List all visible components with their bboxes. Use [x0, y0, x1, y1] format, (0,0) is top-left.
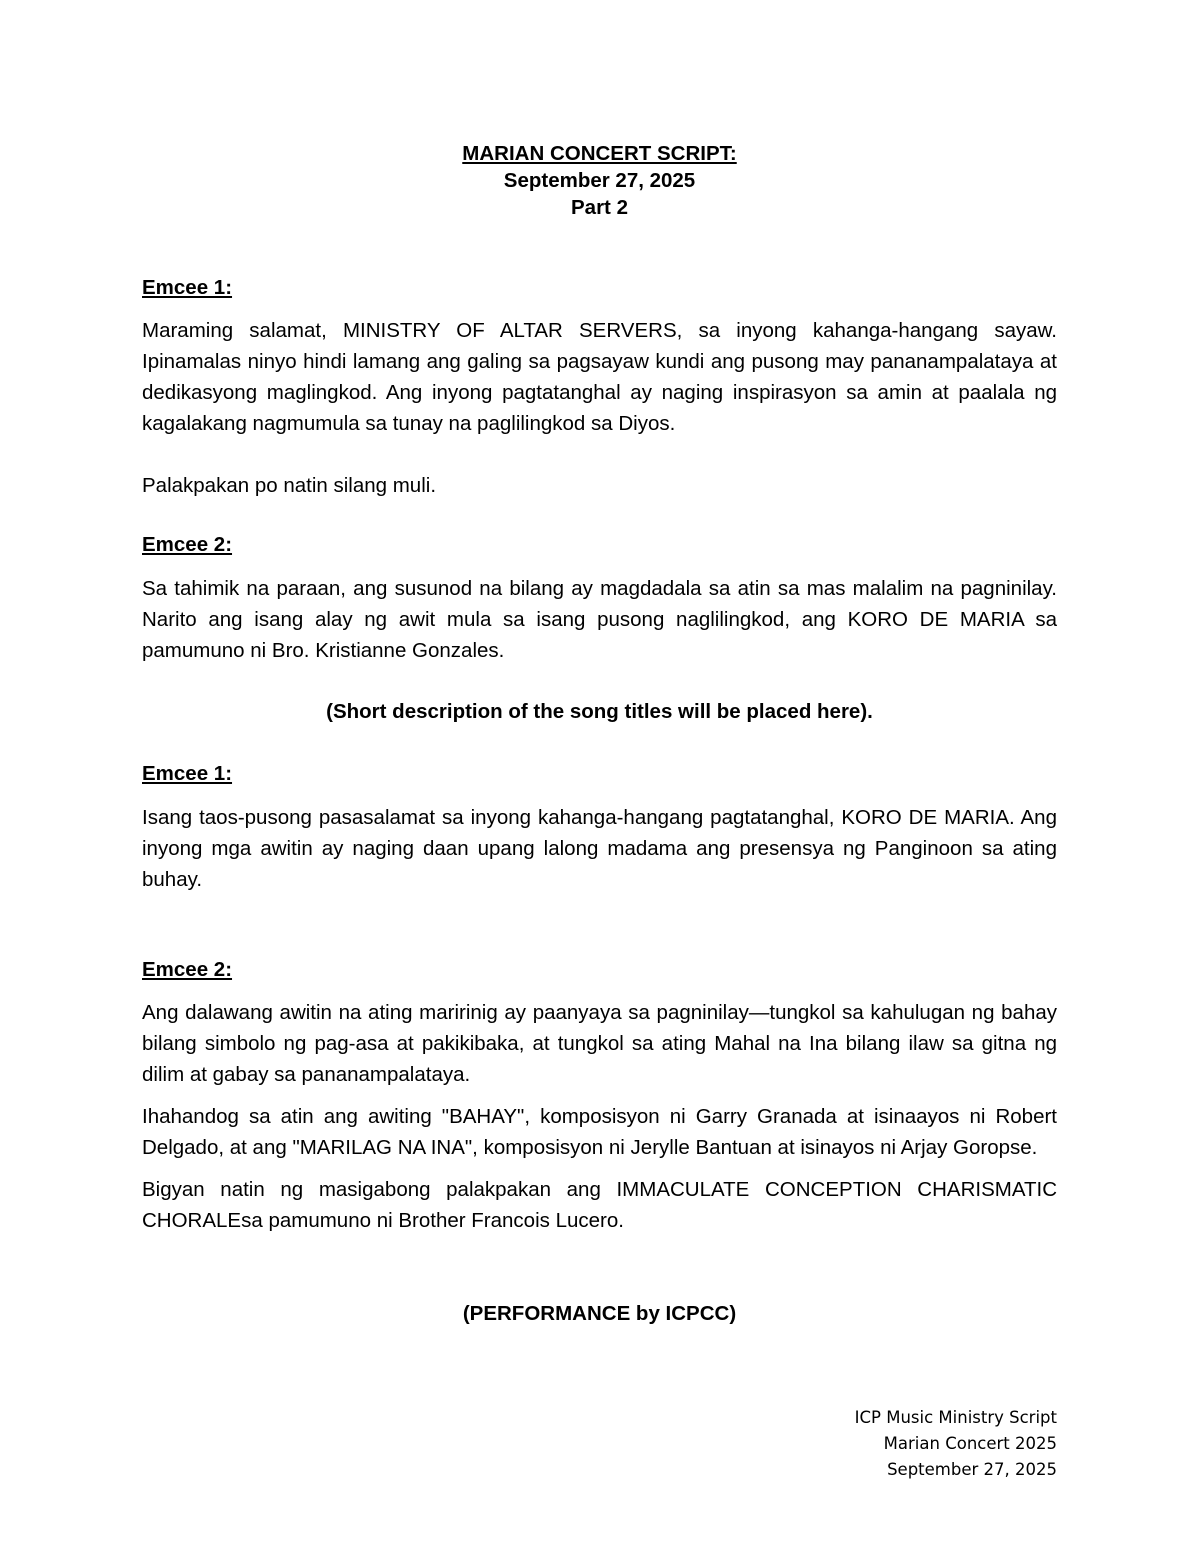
stage-note: (Short description of the song titles will be placed here). — [326, 700, 873, 723]
footer-line: ICP Music Ministry Script — [854, 1408, 1057, 1427]
page-footer — [855, 1405, 1057, 1483]
document-part: Part 2 — [571, 196, 628, 219]
performance-note: (PERFORMANCE by ICPCC) — [462, 1302, 737, 1325]
script-paragraph: Sa tahimik na paraan, ang susunod na bilang ay magdadala sa atin sa mas malalim na pagninilay. Narito ang isang alay ng awit mula sa isang pusong naglilingkod, ang KORO DE MARIA sa pamumuno ni Bro. Kristianne Gonzales. — [142, 577, 1057, 662]
document-page — [142, 140, 1057, 1329]
footer-line: September 27, 2025 — [887, 1460, 1057, 1479]
script-paragraph: Bigyan natin ng masigabong palakpakan ang IMMACULATE CONCEPTION CHARISMATIC CHORALEsa pamumuno ni Brother Francois Lucero. — [142, 1178, 1057, 1232]
speaker-heading: Emcee 1: — [142, 276, 233, 299]
script-paragraph: Ihahandog sa atin ang awiting "BAHAY", komposisyon ni Garry Granada at isinaayos ni Robert Delgado, at ang "MARILAG NA INA", komposisyon ni Jerylle Bantuan at isinayos ni Arjay Goropse. — [142, 1105, 1057, 1159]
document-date: September 27, 2025 — [503, 169, 696, 192]
speaker-heading: Emcee 2: — [142, 958, 233, 981]
document-title: MARIAN CONCERT SCRIPT: — [462, 142, 737, 165]
script-paragraph: Maraming salamat, MINISTRY OF ALTAR SERVERS, sa inyong kahanga-hangang sayaw. Ipinamalas ninyo hindi lamang ang galing sa pagsayaw kundi ang pusong may pananampalataya at dedikasyong maglingkod. Ang inyong pagtatanghal ay naging inspirasyon sa amin at paalala ng kagalakang nagmumula sa tunay na paglilingkod sa Diyos. — [142, 319, 1057, 435]
title-block — [142, 140, 1057, 221]
speaker-heading: Emcee 2: — [142, 533, 233, 556]
script-paragraph: Palakpakan po natin silang muli. — [142, 474, 437, 497]
script-paragraph: Ang dalawang awitin na ating maririnig ay paanyaya sa pagninilay—tungkol sa kahulugan ng bahay bilang simbolo ng pag-asa at pakikibaka, at tungkol sa ating Mahal na Ina bilang ilaw sa gitna ng dilim at gabay sa pananampalataya. — [142, 1001, 1057, 1086]
footer-line: Marian Concert 2025 — [883, 1434, 1057, 1453]
speaker-heading: Emcee 1: — [142, 762, 233, 785]
script-paragraph: Isang taos-pusong pasasalamat sa inyong kahanga-hangang pagtatanghal, KORO DE MARIA. Ang inyong mga awitin ay naging daan upang lalong madama ang presensya ng Panginoon sa ating buhay. — [142, 806, 1057, 891]
